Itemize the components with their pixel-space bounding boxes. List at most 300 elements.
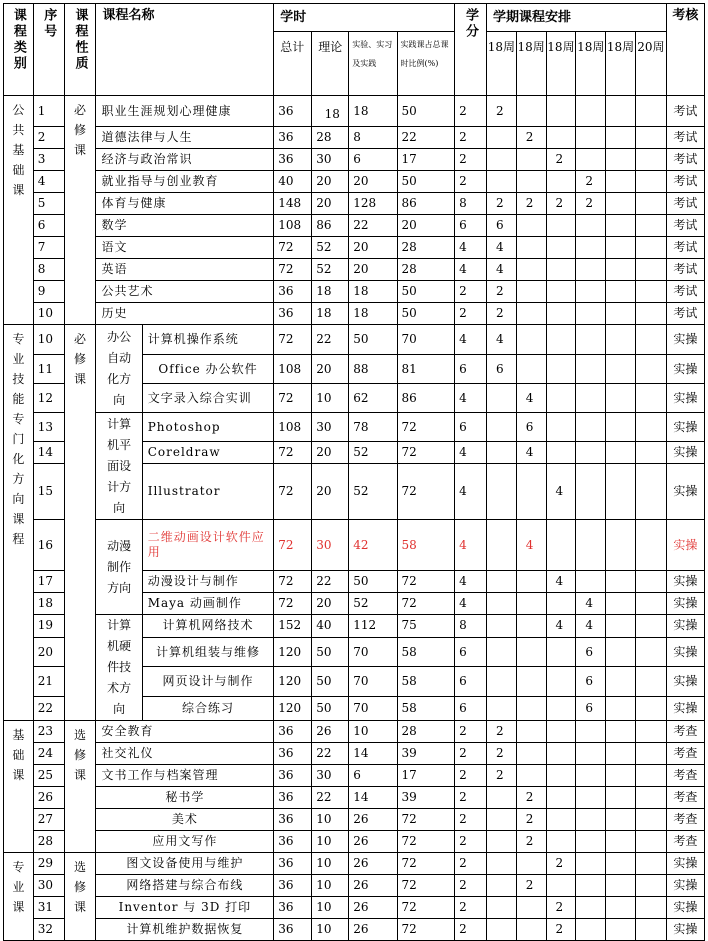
semester-week-5 xyxy=(606,355,636,384)
semester-week-3: 2 xyxy=(546,897,576,919)
hours-c: 4 xyxy=(455,384,487,413)
semester-week-6 xyxy=(635,897,666,919)
hours-r: 70 xyxy=(397,325,455,355)
table-row xyxy=(4,831,705,853)
hours-t: 36 xyxy=(274,721,312,743)
semester-week-4 xyxy=(576,127,606,149)
hours-c: 2 xyxy=(455,171,487,193)
hours-t: 72 xyxy=(274,237,312,259)
row-seq: 4 xyxy=(33,171,64,193)
semester-week-2 xyxy=(516,571,546,593)
hours-t: 36 xyxy=(274,809,312,831)
hours-p: 20 xyxy=(349,237,397,259)
table-row xyxy=(4,237,705,259)
course-name: Photoshop xyxy=(142,413,274,442)
row-seq: 30 xyxy=(33,875,64,897)
semester-week-5 xyxy=(606,697,636,721)
header-exam: 考核 xyxy=(666,4,704,96)
hours-p: 88 xyxy=(349,355,397,384)
hours-r: 17 xyxy=(397,149,455,171)
hours-c: 2 xyxy=(455,303,487,325)
exam-type: 考试 xyxy=(666,149,704,171)
course-name: 计算机网络技术 xyxy=(142,615,274,638)
row-seq: 29 xyxy=(33,853,64,875)
semester-week-5 xyxy=(606,637,636,667)
hours-l: 30 xyxy=(312,520,349,571)
hours-p: 26 xyxy=(349,875,397,897)
semester-week-4 xyxy=(576,721,606,743)
hours-t: 72 xyxy=(274,520,312,571)
semester-week-3 xyxy=(546,171,576,193)
semester-week-4 xyxy=(576,355,606,384)
hours-p: 50 xyxy=(349,571,397,593)
course-name: 数学 xyxy=(96,215,274,237)
semester-week-5 xyxy=(606,875,636,897)
row-seq: 23 xyxy=(33,721,64,743)
semester-week-1 xyxy=(486,615,516,638)
hours-c: 4 xyxy=(455,259,487,281)
hours-p: 26 xyxy=(349,853,397,875)
hours-p: 20 xyxy=(349,259,397,281)
row-seq: 25 xyxy=(33,765,64,787)
hours-t: 36 xyxy=(274,149,312,171)
semester-week-5 xyxy=(606,127,636,149)
semester-week-1 xyxy=(486,831,516,853)
hours-r: 72 xyxy=(397,809,455,831)
table-row xyxy=(4,765,705,787)
semester-week-1 xyxy=(486,875,516,897)
table-row xyxy=(4,413,705,442)
header-week-5: 18周 xyxy=(606,32,636,96)
hours-t: 36 xyxy=(274,919,312,941)
table-row xyxy=(4,193,705,215)
nature-bi-xiu-1: 必修课 xyxy=(64,96,96,325)
hours-t: 36 xyxy=(274,853,312,875)
hours-t: 36 xyxy=(274,787,312,809)
semester-week-4: 6 xyxy=(576,697,606,721)
semester-week-2 xyxy=(516,149,546,171)
semester-week-5 xyxy=(606,809,636,831)
semester-week-1: 2 xyxy=(486,96,516,127)
hours-p: 52 xyxy=(349,442,397,464)
semester-week-2 xyxy=(516,919,546,941)
semester-week-2 xyxy=(516,281,546,303)
semester-week-3 xyxy=(546,809,576,831)
semester-week-3: 2 xyxy=(546,853,576,875)
semester-week-5 xyxy=(606,787,636,809)
hours-l: 50 xyxy=(312,697,349,721)
table-row xyxy=(4,171,705,193)
hours-l: 26 xyxy=(312,721,349,743)
nature-xuan-xiu-1: 选修课 xyxy=(64,721,96,853)
semester-week-2: 2 xyxy=(516,787,546,809)
table-row xyxy=(4,853,705,875)
header-week-3: 18周 xyxy=(546,32,576,96)
semester-week-6 xyxy=(635,149,666,171)
hours-r: 58 xyxy=(397,667,455,697)
hours-l: 18 xyxy=(312,96,349,127)
hours-t: 72 xyxy=(274,325,312,355)
hours-l: 30 xyxy=(312,413,349,442)
semester-week-5 xyxy=(606,593,636,615)
hours-t: 36 xyxy=(274,127,312,149)
semester-week-3: 2 xyxy=(546,193,576,215)
table-row xyxy=(4,897,705,919)
semester-week-4: 2 xyxy=(576,193,606,215)
semester-week-6 xyxy=(635,193,666,215)
semester-week-5 xyxy=(606,897,636,919)
semester-week-3 xyxy=(546,743,576,765)
semester-week-5 xyxy=(606,149,636,171)
exam-type: 考试 xyxy=(666,281,704,303)
semester-week-4: 4 xyxy=(576,593,606,615)
semester-week-2 xyxy=(516,593,546,615)
row-seq: 20 xyxy=(33,637,64,667)
semester-week-2: 2 xyxy=(516,831,546,853)
semester-week-6 xyxy=(635,96,666,127)
hours-r: 17 xyxy=(397,765,455,787)
semester-week-5 xyxy=(606,919,636,941)
course-name: 经济与政治常识 xyxy=(96,149,274,171)
semester-week-3 xyxy=(546,325,576,355)
semester-week-6 xyxy=(635,520,666,571)
hours-t: 72 xyxy=(274,464,312,520)
exam-type: 实操 xyxy=(666,571,704,593)
semester-week-3 xyxy=(546,303,576,325)
semester-week-4: 6 xyxy=(576,637,606,667)
table-row xyxy=(4,96,705,127)
semester-week-2: 2 xyxy=(516,875,546,897)
semester-week-3 xyxy=(546,520,576,571)
hours-r: 58 xyxy=(397,697,455,721)
semester-week-6 xyxy=(635,215,666,237)
semester-week-4: 2 xyxy=(576,171,606,193)
semester-week-1: 4 xyxy=(486,237,516,259)
hours-t: 72 xyxy=(274,384,312,413)
semester-week-3: 4 xyxy=(546,615,576,638)
hours-t: 36 xyxy=(274,96,312,127)
hours-c: 6 xyxy=(455,667,487,697)
semester-week-5 xyxy=(606,667,636,697)
row-seq: 27 xyxy=(33,809,64,831)
hours-p: 18 xyxy=(349,281,397,303)
semester-week-2 xyxy=(516,897,546,919)
semester-week-2: 2 xyxy=(516,127,546,149)
hours-p: 78 xyxy=(349,413,397,442)
semester-week-4 xyxy=(576,520,606,571)
semester-week-1 xyxy=(486,413,516,442)
semester-week-4 xyxy=(576,831,606,853)
exam-type: 实操 xyxy=(666,464,704,520)
hours-p: 6 xyxy=(349,149,397,171)
exam-type: 实操 xyxy=(666,897,704,919)
header-week-6: 20周 xyxy=(635,32,666,96)
exam-type: 考试 xyxy=(666,127,704,149)
exam-type: 实操 xyxy=(666,384,704,413)
hours-c: 6 xyxy=(455,355,487,384)
hours-p: 26 xyxy=(349,897,397,919)
semester-week-6 xyxy=(635,571,666,593)
hours-c: 2 xyxy=(455,809,487,831)
hours-r: 86 xyxy=(397,384,455,413)
hours-c: 8 xyxy=(455,615,487,638)
exam-type: 考查 xyxy=(666,809,704,831)
hours-l: 10 xyxy=(312,809,349,831)
table-row xyxy=(4,520,705,571)
semester-week-6 xyxy=(635,697,666,721)
hours-t: 72 xyxy=(274,593,312,615)
semester-week-6 xyxy=(635,171,666,193)
semester-week-3 xyxy=(546,96,576,127)
hours-l: 22 xyxy=(312,325,349,355)
row-seq: 7 xyxy=(33,237,64,259)
semester-week-1 xyxy=(486,787,516,809)
header-credits: 学分 xyxy=(455,4,487,96)
hours-c: 2 xyxy=(455,743,487,765)
semester-week-3 xyxy=(546,831,576,853)
course-name: 计算机维护数据恢复 xyxy=(96,919,274,941)
semester-week-3 xyxy=(546,593,576,615)
hours-c: 6 xyxy=(455,215,487,237)
semester-week-6 xyxy=(635,721,666,743)
course-name: 秘书学 xyxy=(96,787,274,809)
header-seq: 序号 xyxy=(33,4,64,96)
hours-c: 8 xyxy=(455,193,487,215)
semester-week-4 xyxy=(576,571,606,593)
semester-week-1 xyxy=(486,520,516,571)
course-name: 职业生涯规划心理健康 xyxy=(96,96,274,127)
hours-p: 50 xyxy=(349,325,397,355)
hours-p: 20 xyxy=(349,171,397,193)
exam-type: 实操 xyxy=(666,355,704,384)
hours-l: 22 xyxy=(312,787,349,809)
header-hours-practice: 实验、实习及实践 xyxy=(349,32,397,96)
hours-c: 4 xyxy=(455,571,487,593)
semester-week-6 xyxy=(635,765,666,787)
row-seq: 6 xyxy=(33,215,64,237)
semester-week-1 xyxy=(486,571,516,593)
header-nature: 课程性质 xyxy=(64,4,96,96)
hours-c: 2 xyxy=(455,96,487,127)
course-name: 美术 xyxy=(96,809,274,831)
exam-type: 实操 xyxy=(666,697,704,721)
semester-week-6 xyxy=(635,325,666,355)
hours-r: 72 xyxy=(397,919,455,941)
semester-week-4 xyxy=(576,442,606,464)
hours-r: 58 xyxy=(397,637,455,667)
semester-week-5 xyxy=(606,442,636,464)
hours-p: 22 xyxy=(349,215,397,237)
semester-week-1: 2 xyxy=(486,281,516,303)
semester-week-5 xyxy=(606,259,636,281)
semester-week-1 xyxy=(486,853,516,875)
hours-p: 62 xyxy=(349,384,397,413)
row-seq: 18 xyxy=(33,593,64,615)
table-row xyxy=(4,127,705,149)
course-name: Illustrator xyxy=(142,464,274,520)
hours-p: 26 xyxy=(349,831,397,853)
row-seq: 10 xyxy=(33,325,64,355)
semester-week-6 xyxy=(635,384,666,413)
hours-p: 14 xyxy=(349,743,397,765)
semester-week-5 xyxy=(606,384,636,413)
table-row xyxy=(4,149,705,171)
hours-l: 18 xyxy=(312,303,349,325)
exam-type: 考试 xyxy=(666,193,704,215)
hours-t: 72 xyxy=(274,259,312,281)
course-name: 就业指导与创业教育 xyxy=(96,171,274,193)
course-name: 道德法律与人生 xyxy=(96,127,274,149)
semester-week-4 xyxy=(576,875,606,897)
course-name: 历史 xyxy=(96,303,274,325)
row-seq: 32 xyxy=(33,919,64,941)
semester-week-6 xyxy=(635,355,666,384)
hours-l: 40 xyxy=(312,615,349,638)
semester-week-5 xyxy=(606,743,636,765)
hours-r: 72 xyxy=(397,897,455,919)
hours-t: 36 xyxy=(274,303,312,325)
hours-l: 10 xyxy=(312,919,349,941)
hours-l: 20 xyxy=(312,355,349,384)
course-name: 公共艺术 xyxy=(96,281,274,303)
course-name: 网络搭建与综合布线 xyxy=(96,875,274,897)
exam-type: 实操 xyxy=(666,593,704,615)
course-name: Office 办公软件 xyxy=(142,355,274,384)
hours-t: 152 xyxy=(274,615,312,638)
header-row xyxy=(4,4,705,32)
semester-week-2: 4 xyxy=(516,384,546,413)
semester-week-1 xyxy=(486,593,516,615)
course-name: 体育与健康 xyxy=(96,193,274,215)
row-seq: 14 xyxy=(33,442,64,464)
hours-c: 2 xyxy=(455,281,487,303)
semester-week-4 xyxy=(576,384,606,413)
semester-week-6 xyxy=(635,919,666,941)
hours-t: 72 xyxy=(274,571,312,593)
hours-c: 6 xyxy=(455,697,487,721)
exam-type: 实操 xyxy=(666,637,704,667)
semester-week-2 xyxy=(516,765,546,787)
hours-t: 36 xyxy=(274,281,312,303)
table-row xyxy=(4,919,705,941)
hours-l: 20 xyxy=(312,171,349,193)
hours-l: 86 xyxy=(312,215,349,237)
hours-l: 10 xyxy=(312,831,349,853)
exam-type: 考试 xyxy=(666,215,704,237)
hours-p: 70 xyxy=(349,637,397,667)
exam-type: 考查 xyxy=(666,787,704,809)
hours-c: 2 xyxy=(455,149,487,171)
course-name: 文书工作与档案管理 xyxy=(96,765,274,787)
course-name: 计算机操作系统 xyxy=(142,325,274,355)
hours-r: 28 xyxy=(397,721,455,743)
hours-p: 10 xyxy=(349,721,397,743)
semester-week-1 xyxy=(486,919,516,941)
table-row xyxy=(4,215,705,237)
semester-week-3 xyxy=(546,259,576,281)
exam-type: 实操 xyxy=(666,413,704,442)
semester-week-3 xyxy=(546,413,576,442)
hours-r: 81 xyxy=(397,355,455,384)
semester-week-6 xyxy=(635,743,666,765)
semester-week-1 xyxy=(486,442,516,464)
course-name: 语文 xyxy=(96,237,274,259)
semester-week-1: 4 xyxy=(486,259,516,281)
semester-week-3 xyxy=(546,237,576,259)
hours-t: 36 xyxy=(274,875,312,897)
row-seq: 19 xyxy=(33,615,64,638)
semester-week-1 xyxy=(486,697,516,721)
hours-t: 72 xyxy=(274,442,312,464)
exam-type: 考试 xyxy=(666,259,704,281)
header-week-1: 18周 xyxy=(486,32,516,96)
semester-week-5 xyxy=(606,215,636,237)
semester-week-4 xyxy=(576,96,606,127)
exam-type: 考查 xyxy=(666,743,704,765)
semester-week-6 xyxy=(635,237,666,259)
hours-p: 14 xyxy=(349,787,397,809)
exam-type: 考查 xyxy=(666,765,704,787)
hours-l: 10 xyxy=(312,853,349,875)
hours-p: 42 xyxy=(349,520,397,571)
header-category: 课程类别 xyxy=(4,4,34,96)
row-seq: 12 xyxy=(33,384,64,413)
semester-week-6 xyxy=(635,413,666,442)
row-seq: 16 xyxy=(33,520,64,571)
semester-week-6 xyxy=(635,303,666,325)
semester-week-4 xyxy=(576,853,606,875)
direction-ying-jian: 计算机硬件技术方向 xyxy=(96,615,142,721)
table-row xyxy=(4,809,705,831)
semester-week-4: 6 xyxy=(576,667,606,697)
exam-type: 实操 xyxy=(666,667,704,697)
semester-week-2 xyxy=(516,464,546,520)
hours-r: 28 xyxy=(397,237,455,259)
course-name: 英语 xyxy=(96,259,274,281)
exam-type: 考试 xyxy=(666,303,704,325)
semester-week-6 xyxy=(635,593,666,615)
semester-week-5 xyxy=(606,237,636,259)
hours-p: 8 xyxy=(349,127,397,149)
category-gong-gong: 公共基础课 xyxy=(4,96,34,325)
hours-p: 26 xyxy=(349,809,397,831)
hours-r: 58 xyxy=(397,520,455,571)
semester-week-3 xyxy=(546,442,576,464)
semester-week-2 xyxy=(516,215,546,237)
course-name: 文字录入综合实训 xyxy=(142,384,274,413)
category-zhuan-ye-ji-neng: 专业技能专门化方向课程 xyxy=(4,325,34,721)
semester-week-1 xyxy=(486,667,516,697)
course-name: 社交礼仪 xyxy=(96,743,274,765)
row-seq: 9 xyxy=(33,281,64,303)
semester-week-1: 6 xyxy=(486,215,516,237)
semester-week-2 xyxy=(516,853,546,875)
hours-r: 72 xyxy=(397,442,455,464)
hours-r: 72 xyxy=(397,875,455,897)
hours-p: 112 xyxy=(349,615,397,638)
hours-l: 10 xyxy=(312,897,349,919)
semester-week-3 xyxy=(546,637,576,667)
exam-type: 考查 xyxy=(666,831,704,853)
semester-week-2 xyxy=(516,303,546,325)
semester-week-3: 2 xyxy=(546,919,576,941)
semester-week-4 xyxy=(576,765,606,787)
hours-l: 10 xyxy=(312,384,349,413)
hours-c: 4 xyxy=(455,520,487,571)
hours-c: 4 xyxy=(455,442,487,464)
header-hours: 学时 xyxy=(274,4,455,32)
hours-t: 36 xyxy=(274,897,312,919)
